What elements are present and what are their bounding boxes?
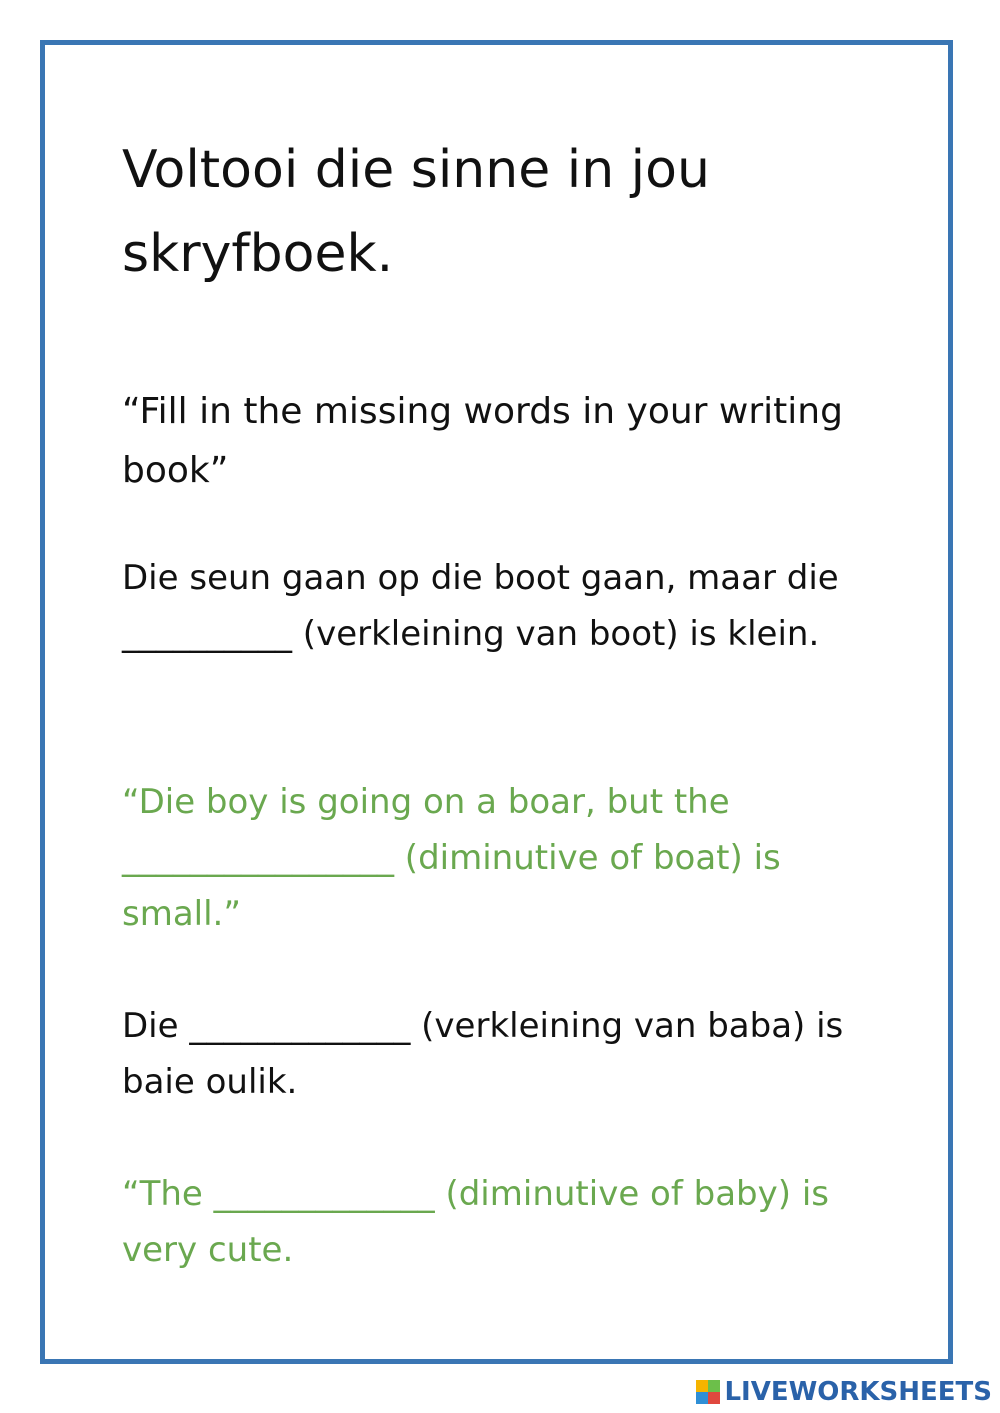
brand-name: LIVEWORKSHEETS: [724, 1377, 992, 1407]
worksheet-content: [122, 128, 902, 1270]
sentence-english-boat: “Die boy is going on a boar, but the ________________ (diminutive of boat) is small.”: [122, 782, 781, 934]
liveworksheets-brand[interactable]: [696, 1377, 992, 1407]
sentence-afrikaans-boot: Die seun gaan op die boot gaan, maar die __________ (verkleining van boot) is klein.: [122, 558, 839, 654]
liveworksheets-logo-icon: [696, 1380, 720, 1404]
worksheet-title: Voltooi die sinne in jou skryfboek.: [122, 140, 710, 284]
worksheet-subtitle: “Fill in the missing words in your writing book”: [122, 391, 843, 491]
sentence-afrikaans-baba: Die _____________ (verkleining van baba) is baie oulik.: [122, 1006, 844, 1102]
sentence-english-baby: “The _____________ (diminutive of baby) is very cute.: [122, 1174, 829, 1270]
